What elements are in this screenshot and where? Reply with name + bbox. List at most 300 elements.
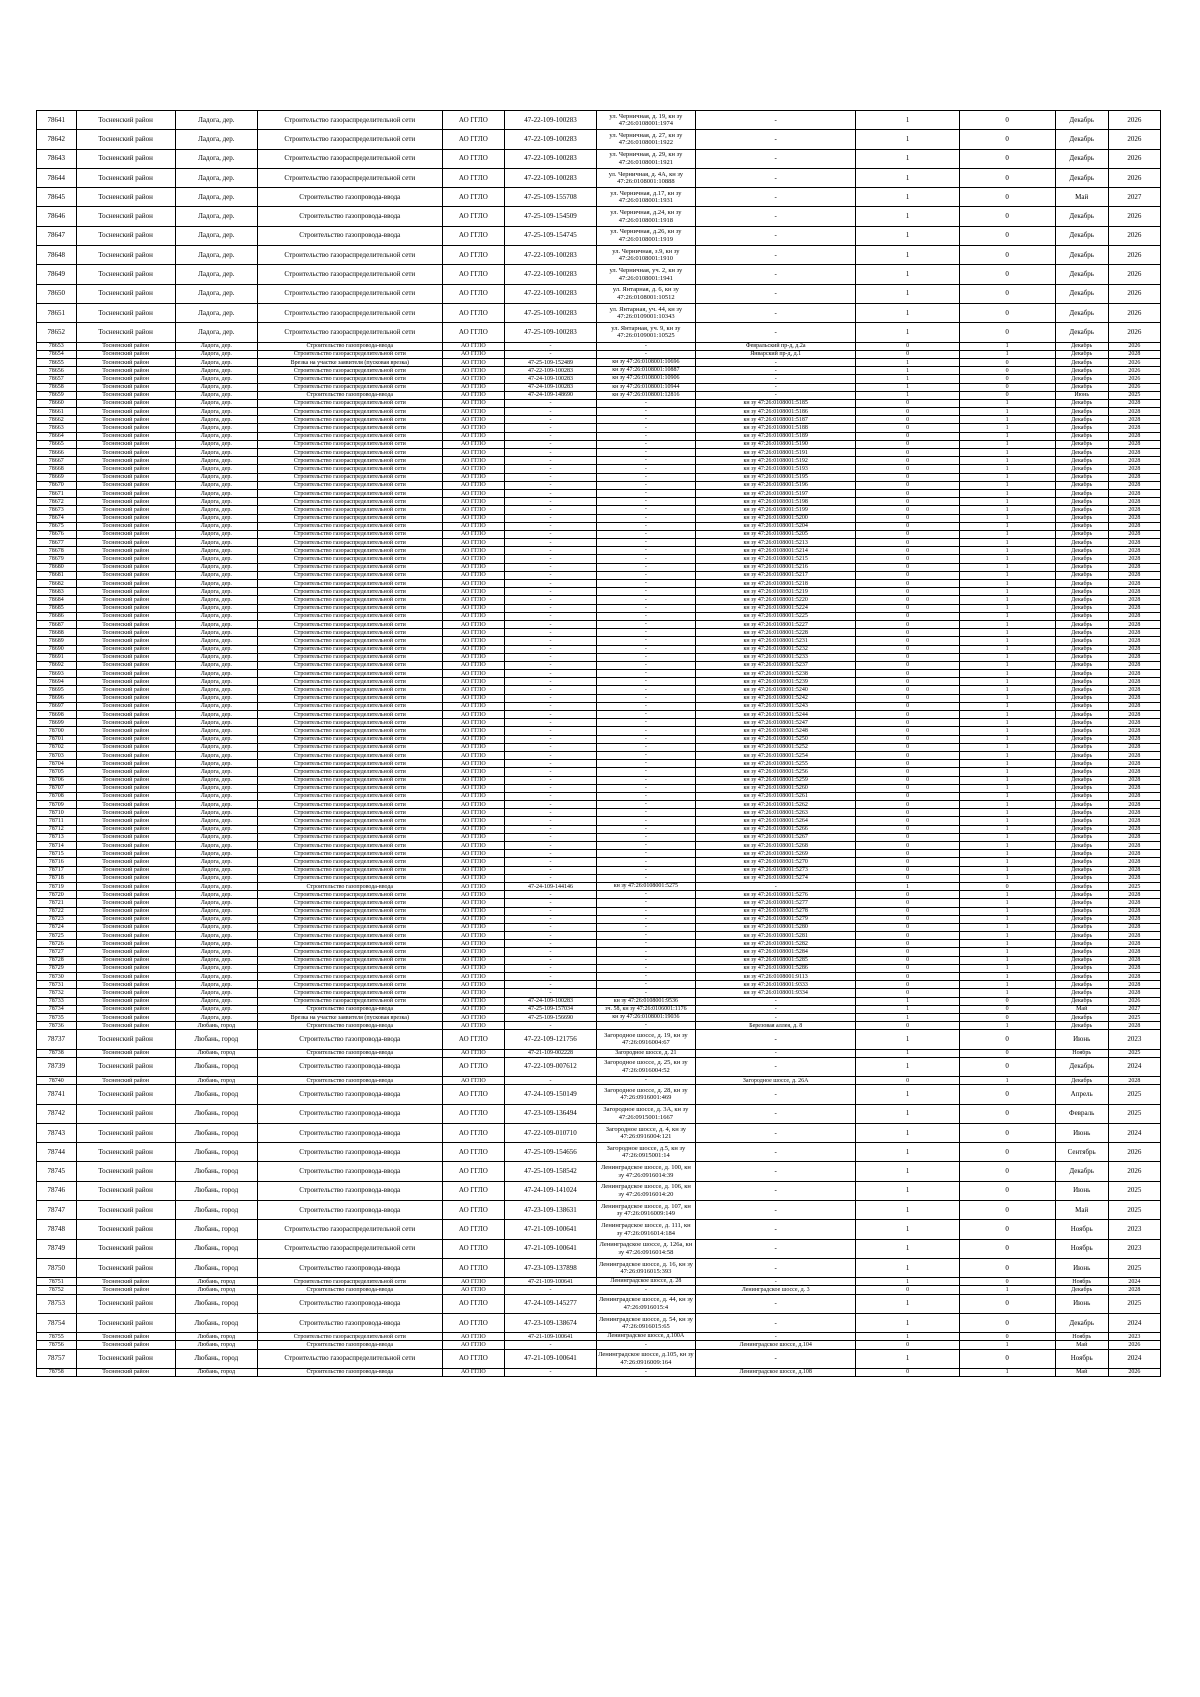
cell-month: Декабрь — [1055, 580, 1108, 588]
cell-settlement: Ладога, дер. — [175, 188, 257, 207]
cell-org: АО ГГЛО — [442, 498, 505, 506]
cell-address2: - — [695, 1123, 856, 1142]
cell-address2: - — [695, 111, 856, 130]
cell-address1: ул. Черничная, д.26, кн зу 47:26:0108001:1919 — [596, 226, 695, 245]
cell-settlement: Любань, город — [175, 1057, 257, 1076]
cell-address1: - — [596, 489, 695, 497]
cell-num: 78663 — [37, 424, 77, 432]
cell-year: 2028 — [1108, 350, 1160, 358]
cell-num: 78685 — [37, 604, 77, 612]
cell-work-type: Строительство газораспределительной сети — [258, 751, 443, 759]
cell-address1: ул. Черничная, д. 4А, кн зу 47:26:0108001:10888 — [596, 168, 695, 187]
cell-count-b: 0 — [959, 1278, 1055, 1286]
cell-month: Декабрь — [1055, 956, 1108, 964]
cell-district: Тосненский район — [76, 784, 175, 792]
cell-num: 78682 — [37, 580, 77, 588]
cell-count-b: 0 — [959, 130, 1055, 149]
table-row — [37, 882, 1161, 890]
cell-year: 2028 — [1108, 711, 1160, 719]
table-row — [37, 1181, 1161, 1200]
cell-address2: - — [695, 1013, 856, 1021]
cell-org: АО ГГЛО — [442, 111, 505, 130]
cell-count-a: 1 — [856, 1258, 959, 1277]
cell-year: 2023 — [1108, 1333, 1160, 1341]
cell-district: Тосненский район — [76, 1022, 175, 1030]
cell-district: Тосненский район — [76, 637, 175, 645]
cell-count-b: 1 — [959, 416, 1055, 424]
cell-year: 2028 — [1108, 932, 1160, 940]
table-body — [37, 111, 1161, 1377]
cell-year: 2028 — [1108, 522, 1160, 530]
table-row — [37, 1294, 1161, 1313]
cell-month: Декабрь — [1055, 1313, 1108, 1332]
cell-year: 2028 — [1108, 866, 1160, 874]
cell-count-b: 1 — [959, 473, 1055, 481]
cell-address2: - — [695, 265, 856, 284]
cell-settlement: Ладога, дер. — [175, 547, 257, 555]
cell-tu-number: - — [505, 792, 597, 800]
cell-district: Тосненский район — [76, 751, 175, 759]
cell-settlement: Ладога, дер. — [175, 842, 257, 850]
cell-num: 78680 — [37, 563, 77, 571]
cell-org: АО ГГЛО — [442, 973, 505, 981]
table-row — [37, 481, 1161, 489]
cell-address2: - — [695, 1349, 856, 1368]
cell-address2: кн зу 47:26:0108001:5240 — [695, 686, 856, 694]
cell-count-b: 1 — [959, 833, 1055, 841]
cell-address1: - — [596, 973, 695, 981]
cell-work-type: Строительство газораспределительной сети — [258, 375, 443, 383]
cell-settlement: Ладога, дер. — [175, 981, 257, 989]
cell-district: Тосненский район — [76, 923, 175, 931]
cell-settlement: Ладога, дер. — [175, 604, 257, 612]
cell-year: 2028 — [1108, 719, 1160, 727]
cell-settlement: Любань, город — [175, 1294, 257, 1313]
cell-settlement: Ладога, дер. — [175, 866, 257, 874]
cell-org: АО ГГЛО — [442, 596, 505, 604]
cell-year: 2028 — [1108, 588, 1160, 596]
cell-district: Тосненский район — [76, 743, 175, 751]
cell-work-type: Строительство газопровода-ввода — [258, 1077, 443, 1085]
cell-address1: - — [596, 473, 695, 481]
cell-tu-number: 47-23-109-138631 — [505, 1201, 597, 1220]
cell-count-a: 1 — [856, 207, 959, 226]
cell-num: 78646 — [37, 207, 77, 226]
cell-tu-number: - — [505, 1341, 597, 1349]
cell-work-type: Строительство газопровода-ввода — [258, 1341, 443, 1349]
cell-work-type: Строительство газораспределительной сети — [258, 284, 443, 303]
cell-count-a: 0 — [856, 891, 959, 899]
table-row — [37, 1104, 1161, 1123]
cell-work-type: Строительство газораспределительной сети — [258, 678, 443, 686]
cell-address2: - — [695, 1104, 856, 1123]
cell-num: 78648 — [37, 246, 77, 265]
cell-count-b: 1 — [959, 563, 1055, 571]
cell-month: Сентябрь — [1055, 1143, 1108, 1162]
cell-month: Декабрь — [1055, 514, 1108, 522]
table-row — [37, 629, 1161, 637]
cell-tu-number: - — [505, 702, 597, 710]
cell-district: Тосненский район — [76, 571, 175, 579]
cell-month: Декабрь — [1055, 246, 1108, 265]
table-row — [37, 809, 1161, 817]
cell-settlement: Ладога, дер. — [175, 760, 257, 768]
table-row — [37, 342, 1161, 350]
cell-count-b: 0 — [959, 1123, 1055, 1142]
cell-address2: кн зу 47:26:0108001:5215 — [695, 555, 856, 563]
cell-year: 2028 — [1108, 408, 1160, 416]
cell-settlement: Любань, город — [175, 1022, 257, 1030]
cell-settlement: Ладога, дер. — [175, 702, 257, 710]
cell-district: Тосненский район — [76, 391, 175, 399]
cell-num: 78714 — [37, 842, 77, 850]
table-row — [37, 989, 1161, 997]
cell-work-type: Строительство газораспределительной сети — [258, 416, 443, 424]
cell-num: 78700 — [37, 727, 77, 735]
cell-work-type: Строительство газораспределительной сети — [258, 661, 443, 669]
cell-address2: - — [695, 882, 856, 890]
cell-num: 78703 — [37, 751, 77, 759]
cell-month: Декабрь — [1055, 1162, 1108, 1181]
cell-year: 2028 — [1108, 547, 1160, 555]
cell-work-type: Строительство газораспределительной сети — [258, 265, 443, 284]
cell-work-type: Строительство газораспределительной сети — [258, 481, 443, 489]
cell-work-type: Строительство газораспределительной сети — [258, 1278, 443, 1286]
cell-district: Тосненский район — [76, 997, 175, 1005]
cell-address2: Загородное шоссе, д. 26А — [695, 1077, 856, 1085]
cell-district: Тосненский район — [76, 776, 175, 784]
cell-settlement: Ладога, дер. — [175, 383, 257, 391]
cell-work-type: Строительство газораспределительной сети — [258, 168, 443, 187]
cell-address1: кн зу 47:26:0108001:5275 — [596, 882, 695, 890]
cell-address2: кн зу 47:26:0108001:5219 — [695, 588, 856, 596]
cell-address1: - — [596, 457, 695, 465]
cell-count-a: 0 — [856, 424, 959, 432]
cell-settlement: Ладога, дер. — [175, 481, 257, 489]
cell-district: Тосненский район — [76, 1201, 175, 1220]
cell-month: Май — [1055, 1201, 1108, 1220]
cell-year: 2028 — [1108, 768, 1160, 776]
cell-year: 2028 — [1108, 694, 1160, 702]
cell-address1: - — [596, 571, 695, 579]
cell-address2: кн зу 47:26:0108001:5244 — [695, 711, 856, 719]
cell-count-a: 1 — [856, 1123, 959, 1142]
cell-org: АО ГГЛО — [442, 1278, 505, 1286]
cell-month: Декабрь — [1055, 465, 1108, 473]
cell-num: 78748 — [37, 1220, 77, 1239]
cell-year: 2028 — [1108, 964, 1160, 972]
cell-district: Тосненский район — [76, 506, 175, 514]
cell-district: Тосненский район — [76, 408, 175, 416]
cell-org: АО ГГЛО — [442, 1239, 505, 1258]
cell-tu-number: - — [505, 432, 597, 440]
cell-work-type: Строительство газораспределительной сети — [258, 964, 443, 972]
cell-num: 78677 — [37, 539, 77, 547]
cell-count-b: 0 — [959, 358, 1055, 366]
cell-year: 2026 — [1108, 1143, 1160, 1162]
cell-work-type: Строительство газораспределительной сети — [258, 350, 443, 358]
cell-count-a: 0 — [856, 416, 959, 424]
cell-settlement: Ладога, дер. — [175, 473, 257, 481]
cell-num: 78671 — [37, 489, 77, 497]
cell-address2: кн зу 47:26:0108001:5225 — [695, 612, 856, 620]
cell-num: 78681 — [37, 571, 77, 579]
cell-month: Декабрь — [1055, 784, 1108, 792]
cell-tu-number: - — [505, 964, 597, 972]
cell-org: АО ГГЛО — [442, 964, 505, 972]
cell-year: 2028 — [1108, 514, 1160, 522]
cell-month: Декабрь — [1055, 776, 1108, 784]
cell-address1: - — [596, 989, 695, 997]
table-row — [37, 1162, 1161, 1181]
cell-address2: кн зу 47:26:0108001:5252 — [695, 743, 856, 751]
cell-address2: кн зу 47:26:0108001:5233 — [695, 653, 856, 661]
cell-count-b: 1 — [959, 1286, 1055, 1294]
cell-address1: - — [596, 350, 695, 358]
cell-count-b: 1 — [959, 457, 1055, 465]
cell-year: 2028 — [1108, 1077, 1160, 1085]
cell-address2: - — [695, 303, 856, 322]
cell-month: Декабрь — [1055, 637, 1108, 645]
cell-year: 2028 — [1108, 571, 1160, 579]
cell-count-b: 0 — [959, 1313, 1055, 1332]
cell-num: 78644 — [37, 168, 77, 187]
table-row — [37, 498, 1161, 506]
cell-count-b: 0 — [959, 1005, 1055, 1013]
cell-org: АО ГГЛО — [442, 817, 505, 825]
cell-district: Тосненский район — [76, 1057, 175, 1076]
cell-tu-number: - — [505, 457, 597, 465]
cell-settlement: Ладога, дер. — [175, 408, 257, 416]
cell-address1: - — [596, 915, 695, 923]
cell-org: АО ГГЛО — [442, 670, 505, 678]
cell-count-b: 0 — [959, 1013, 1055, 1021]
cell-month: Ноябрь — [1055, 1220, 1108, 1239]
cell-address1: кн зу 47:26:0108001:10887 — [596, 367, 695, 375]
cell-settlement: Ладога, дер. — [175, 563, 257, 571]
cell-count-b: 1 — [959, 858, 1055, 866]
table-row — [37, 743, 1161, 751]
cell-count-b: 1 — [959, 850, 1055, 858]
cell-month: Май — [1055, 1368, 1108, 1376]
cell-district: Тосненский район — [76, 473, 175, 481]
cell-org: АО ГГЛО — [442, 1049, 505, 1057]
cell-count-a: 1 — [856, 188, 959, 207]
cell-year: 2028 — [1108, 416, 1160, 424]
cell-district: Тосненский район — [76, 604, 175, 612]
table-row — [37, 891, 1161, 899]
cell-work-type: Строительство газопровода-ввода — [258, 207, 443, 226]
cell-month: Декабрь — [1055, 168, 1108, 187]
cell-count-a: 0 — [856, 547, 959, 555]
cell-num: 78647 — [37, 226, 77, 245]
cell-count-a: 0 — [856, 907, 959, 915]
cell-address2: кн зу 47:26:0108001:5193 — [695, 465, 856, 473]
cell-year: 2026 — [1108, 323, 1160, 342]
cell-count-a: 1 — [856, 284, 959, 303]
cell-address1: - — [596, 776, 695, 784]
cell-address2: Ленинградское шоссе, д.108 — [695, 1368, 856, 1376]
cell-address1: - — [596, 539, 695, 547]
cell-work-type: Строительство газораспределительной сети — [258, 956, 443, 964]
cell-org: АО ГГЛО — [442, 1313, 505, 1332]
cell-district: Тосненский район — [76, 1294, 175, 1313]
cell-work-type: Строительство газораспределительной сети — [258, 973, 443, 981]
cell-count-b: 0 — [959, 1258, 1055, 1277]
cell-count-a: 1 — [856, 111, 959, 130]
cell-count-b: 1 — [959, 948, 1055, 956]
cell-count-b: 1 — [959, 842, 1055, 850]
cell-settlement: Любань, город — [175, 1085, 257, 1104]
table-row — [37, 375, 1161, 383]
cell-count-b: 0 — [959, 367, 1055, 375]
cell-num: 78716 — [37, 858, 77, 866]
table-row — [37, 367, 1161, 375]
cell-settlement: Ладога, дер. — [175, 130, 257, 149]
cell-settlement: Ладога, дер. — [175, 358, 257, 366]
cell-year: 2026 — [1108, 375, 1160, 383]
cell-address1: - — [596, 629, 695, 637]
cell-month: Декабрь — [1055, 915, 1108, 923]
cell-work-type: Строительство газораспределительной сети — [258, 702, 443, 710]
cell-month: Декабрь — [1055, 596, 1108, 604]
cell-org: АО ГГЛО — [442, 686, 505, 694]
cell-month: Декабрь — [1055, 432, 1108, 440]
table-row — [37, 149, 1161, 168]
table-row — [37, 571, 1161, 579]
cell-year: 2025 — [1108, 391, 1160, 399]
cell-year: 2023 — [1108, 1239, 1160, 1258]
cell-address2: кн зу 47:26:0108001:5187 — [695, 416, 856, 424]
cell-settlement: Ладога, дер. — [175, 899, 257, 907]
cell-count-b: 1 — [959, 539, 1055, 547]
cell-district: Тосненский район — [76, 1341, 175, 1349]
cell-settlement: Любань, город — [175, 1220, 257, 1239]
cell-settlement: Ладога, дер. — [175, 973, 257, 981]
cell-org: АО ГГЛО — [442, 989, 505, 997]
cell-address1: - — [596, 956, 695, 964]
cell-work-type: Строительство газораспределительной сети — [258, 612, 443, 620]
cell-work-type: Строительство газораспределительной сети — [258, 711, 443, 719]
cell-count-a: 0 — [856, 555, 959, 563]
cell-num: 78655 — [37, 358, 77, 366]
cell-count-a: 1 — [856, 226, 959, 245]
cell-count-b: 1 — [959, 432, 1055, 440]
cell-address2: кн зу 47:26:0108001:5216 — [695, 563, 856, 571]
cell-address1: ул. Черничная, уч. 2, кн зу 47:26:0108001:1941 — [596, 265, 695, 284]
table-row — [37, 792, 1161, 800]
cell-address2: кн зу 47:26:0108001:5197 — [695, 489, 856, 497]
cell-org: АО ГГЛО — [442, 1258, 505, 1277]
cell-year: 2025 — [1108, 1181, 1160, 1200]
cell-count-a: 0 — [856, 465, 959, 473]
cell-num: 78650 — [37, 284, 77, 303]
cell-year: 2028 — [1108, 776, 1160, 784]
cell-tu-number: 47-22-109-100283 — [505, 265, 597, 284]
cell-num: 78718 — [37, 874, 77, 882]
cell-count-a: 0 — [856, 539, 959, 547]
cell-year: 2023 — [1108, 1220, 1160, 1239]
cell-month: Июнь — [1055, 1294, 1108, 1313]
cell-address1: - — [596, 678, 695, 686]
cell-address2: кн зу 47:26:0108001:9113 — [695, 973, 856, 981]
cell-address2: кн зу 47:26:0108001:5282 — [695, 940, 856, 948]
cell-org: АО ГГЛО — [442, 1085, 505, 1104]
cell-count-b: 0 — [959, 188, 1055, 207]
cell-district: Тосненский район — [76, 489, 175, 497]
cell-address2: кн зу 47:26:0108001:5199 — [695, 506, 856, 514]
cell-address2: кн зу 47:26:0108001:5263 — [695, 809, 856, 817]
cell-year: 2028 — [1108, 858, 1160, 866]
cell-org: АО ГГЛО — [442, 149, 505, 168]
cell-district: Тосненский район — [76, 1278, 175, 1286]
cell-num: 78747 — [37, 1201, 77, 1220]
cell-org: АО ГГЛО — [442, 1181, 505, 1200]
cell-tu-number: - — [505, 694, 597, 702]
cell-org: АО ГГЛО — [442, 1013, 505, 1021]
cell-num: 78661 — [37, 408, 77, 416]
cell-address1: - — [596, 604, 695, 612]
cell-district: Тосненский район — [76, 149, 175, 168]
cell-district: Тосненский район — [76, 1239, 175, 1258]
cell-count-a: 0 — [856, 711, 959, 719]
cell-num: 78694 — [37, 678, 77, 686]
cell-num: 78741 — [37, 1085, 77, 1104]
cell-count-a: 0 — [856, 940, 959, 948]
table-row — [37, 1013, 1161, 1021]
cell-settlement: Любань, город — [175, 1368, 257, 1376]
cell-count-a: 0 — [856, 481, 959, 489]
cell-address1: - — [596, 661, 695, 669]
cell-address1: Загородное шоссе, д. 28, кн зу 47:26:0916001:469 — [596, 1085, 695, 1104]
table-row — [37, 1341, 1161, 1349]
cell-district: Тосненский район — [76, 907, 175, 915]
table-row — [37, 711, 1161, 719]
cell-tu-number: 47-24-109-141024 — [505, 1181, 597, 1200]
cell-district: Тосненский район — [76, 207, 175, 226]
cell-num: 78727 — [37, 948, 77, 956]
cell-org: АО ГГЛО — [442, 358, 505, 366]
cell-settlement: Ладога, дер. — [175, 874, 257, 882]
table-row — [37, 1286, 1161, 1294]
cell-address2: - — [695, 1333, 856, 1341]
cell-tu-number: - — [505, 661, 597, 669]
cell-address2: кн зу 47:26:0108001:5268 — [695, 842, 856, 850]
cell-district: Тосненский район — [76, 226, 175, 245]
cell-num: 78736 — [37, 1022, 77, 1030]
cell-num: 78686 — [37, 612, 77, 620]
cell-num: 78684 — [37, 596, 77, 604]
table-row — [37, 465, 1161, 473]
cell-num: 78732 — [37, 989, 77, 997]
cell-num: 78662 — [37, 416, 77, 424]
cell-month: Декабрь — [1055, 303, 1108, 322]
cell-district: Тосненский район — [76, 481, 175, 489]
cell-address1: - — [596, 522, 695, 530]
cell-address2: кн зу 47:26:0108001:5188 — [695, 424, 856, 432]
cell-district: Тосненский район — [76, 956, 175, 964]
cell-settlement: Ладога, дер. — [175, 555, 257, 563]
cell-work-type: Строительство газораспределительной сети — [258, 809, 443, 817]
table-row — [37, 842, 1161, 850]
table-row — [37, 391, 1161, 399]
cell-address2: - — [695, 1162, 856, 1181]
table-row — [37, 702, 1161, 710]
cell-settlement: Ладога, дер. — [175, 956, 257, 964]
cell-district: Тосненский район — [76, 449, 175, 457]
table-row — [37, 964, 1161, 972]
cell-count-a: 0 — [856, 588, 959, 596]
